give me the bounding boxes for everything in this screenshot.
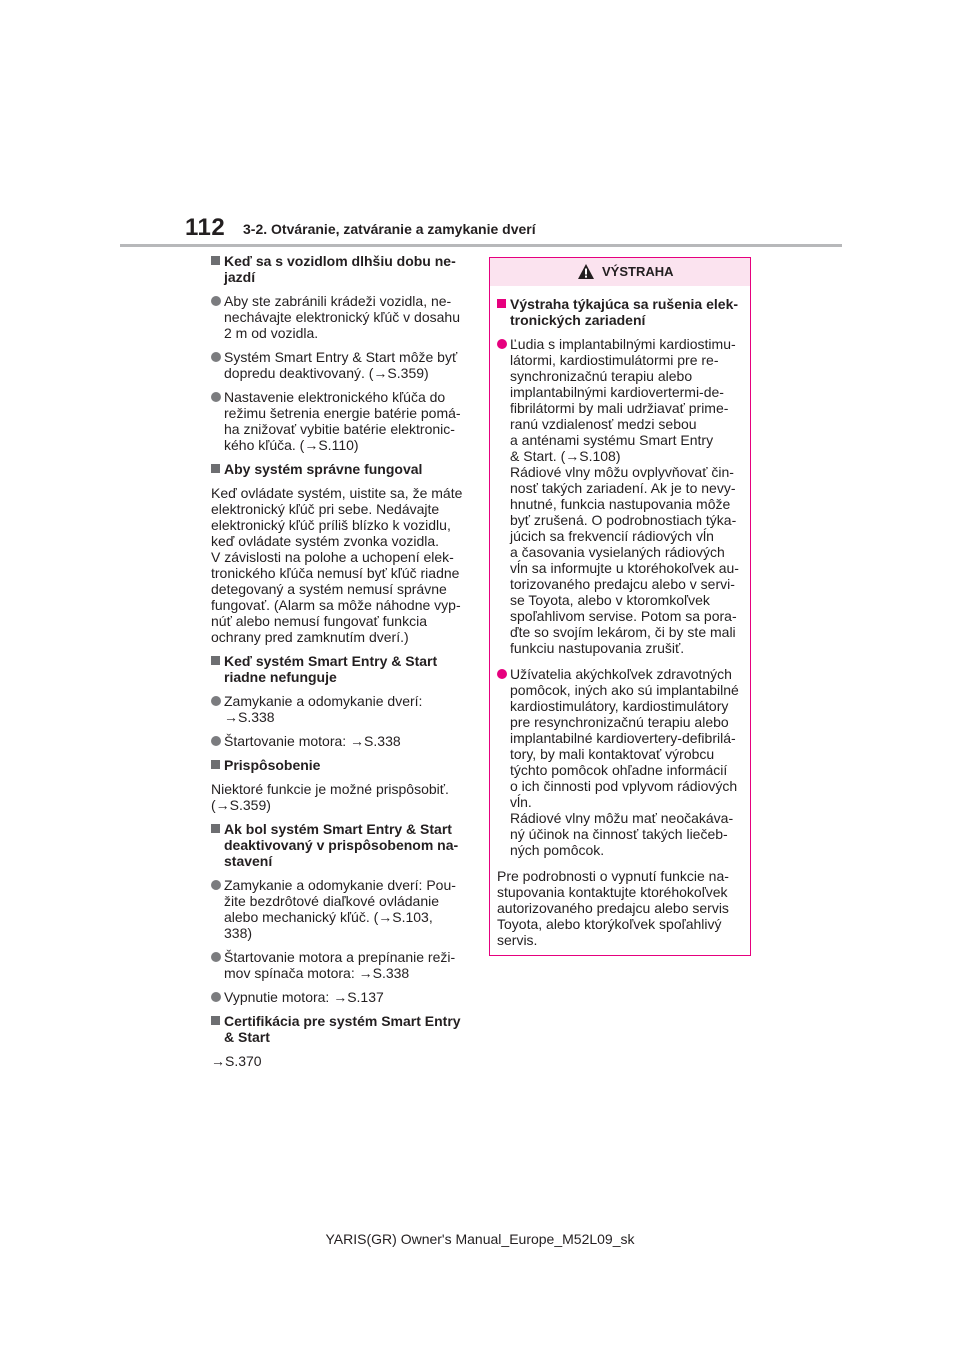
square-bullet-icon — [211, 256, 220, 265]
warning-heading-text: Výstraha týkajúca sa rušenia elek- tronických zariadení — [510, 296, 739, 328]
paragraph: →S.370 — [211, 1053, 262, 1069]
bullet-item — [211, 349, 469, 381]
warning-box — [489, 257, 751, 956]
bullet-item — [211, 989, 469, 1005]
bullet-item — [497, 336, 744, 656]
square-bullet-icon — [211, 1016, 220, 1025]
bullet-text: Užívatelia akýchkoľvek zdravotných pomôcok, iných ako sú implantabilné kardiostimulátory, kardiostimulátory pre resynchronizačnú terapiu alebo implantabilné kardiovertery-defibrilá- tory, by mali kontaktovať výrobcu týchto pomôcok ohľadne informácií o ich činnosti pod vplyvom rádiových vĺn. Rádiové vlny môžu mať neočakáva- ný účinok na činnosť takých liečeb- ných pomôcok. — [510, 666, 739, 858]
subheading-text: Certifikácia pre systém Smart Entry & Start — [224, 1013, 461, 1045]
square-bullet-icon — [211, 824, 220, 833]
circle-bullet-icon — [497, 669, 507, 679]
bullet-item — [211, 693, 469, 725]
square-bullet-icon — [211, 464, 220, 473]
square-bullet-icon — [497, 299, 506, 308]
subheading — [211, 1013, 469, 1045]
bullet-text: Zamykanie a odomykanie dverí: →S.338 — [224, 693, 423, 725]
left-column — [211, 253, 469, 1077]
bullet-text: Nastavenie elektronického kľúča do režimu šetrenia energie batérie pomá- ha znižovať vybitie batérie elektronic- kého kľúča. (→S.110) — [224, 389, 461, 453]
bullet-text: Štartovanie motora a prepínanie reži- mov spínača motora: →S.338 — [224, 949, 456, 981]
subheading — [211, 757, 469, 773]
header-divider — [120, 244, 842, 247]
bullet-text: Štartovanie motora: →S.338 — [224, 733, 401, 749]
square-bullet-icon — [211, 760, 220, 769]
circle-bullet-icon — [211, 296, 221, 306]
footer-text: YARIS(GR) Owner's Manual_Europe_M52L09_sk — [325, 1231, 635, 1247]
bullet-text: Aby ste zabránili krádeži vozidla, ne- nechávajte elektronický kľúč v dosahu 2 m od vozidla. — [224, 293, 460, 341]
subheading-text: Ak bol systém Smart Entry & Start deaktivovaný v prispôsobenom na- stavení — [224, 821, 459, 869]
bullet-text: Systém Smart Entry & Start môže byť dopredu deaktivovaný. (→S.359) — [224, 349, 458, 381]
circle-bullet-icon — [211, 880, 221, 890]
circle-bullet-icon — [211, 352, 221, 362]
circle-bullet-icon — [211, 736, 221, 746]
circle-bullet-icon — [211, 696, 221, 706]
subheading — [211, 653, 469, 685]
warning-heading — [497, 296, 744, 328]
paragraph: Pre podrobnosti o vypnutí funkcie na- stupovania kontaktujte ktoréhokoľvek autorizovaného predajcu alebo servis Toyota, alebo ktorýkoľvek spoľahlivý servis. — [497, 868, 729, 948]
circle-bullet-icon — [497, 339, 507, 349]
subheading-text: Aby systém správne fungoval — [224, 461, 423, 477]
bullet-item — [497, 666, 744, 858]
bullet-item — [211, 877, 469, 941]
page-number: 112 — [185, 214, 226, 241]
circle-bullet-icon — [211, 392, 221, 402]
warning-header — [490, 258, 750, 286]
warning-body — [490, 286, 750, 948]
bullet-item — [211, 389, 469, 453]
circle-bullet-icon — [211, 952, 221, 962]
bullet-text: Vypnutie motora: →S.137 — [224, 989, 384, 1005]
warning-triangle-icon — [577, 263, 595, 280]
subheading — [211, 461, 469, 477]
circle-bullet-icon — [211, 992, 221, 1002]
section-title: 3-2. Otváranie, zatváranie a zamykanie dverí — [243, 221, 536, 237]
paragraph: Keď ovládate systém, uistite sa, že máte elektronický kľúč pri sebe. Nedávajte elektronický kľúč príliš blízko k vozidlu, keď ovládate systém zvonka vozidla. V závislosti na polohe a uchopení elek- tronického kľúča nemusí byť kľúč riadne detegovaný a systém nemusí správne fungovať. (Alarm sa môže náhodne vyp- núť alebo nemusí fungovať funkcia ochrany pred zamknutím dverí.) — [211, 485, 463, 645]
paragraph: Niektoré funkcie je možné prispôsobiť. (→S.359) — [211, 781, 449, 813]
subheading — [211, 821, 469, 869]
square-bullet-icon — [211, 656, 220, 665]
subheading — [211, 253, 469, 285]
bullet-item — [211, 293, 469, 341]
bullet-text: Ľudia s implantabilnými kardiostimu- látormi, kardiostimulátormi pre re- synchronizačnú terapiu alebo implantabilnými kardiovertermi-de- fibrilátormi by mali udržiavať prime- ranú vzdialenosť medzi sebou a anténami systému Smart Entry & Start. (→S.108) Rádiové vlny môžu ovplyvňovať čin- nosť takých zariadení. Ak je to nevy- hnutné, funkcia nastupovania môže byť zrušená. O podrobnostiach týka- júcich sa frekvencií rádiových vĺn a časovania vysielaných rádiových vĺn sa informujte u ktoréhokoľvek au- torizovaného predajcu alebo v servi- se Toyota, alebo v ktoromkoľvek spoľahlivom servise. Potom sa pora- ďte so svojím lekárom, či by ste mali funkciu nastupovania zrušiť. — [510, 336, 739, 656]
subheading-text: Keď systém Smart Entry & Start riadne nefunguje — [224, 653, 438, 685]
bullet-item — [211, 733, 469, 749]
subheading-text: Prispôsobenie — [224, 757, 321, 773]
bullet-text: Zamykanie a odomykanie dverí: Pou- žite bezdrôtové diaľkové ovládanie alebo mechanický kľúč. (→S.103, 338) — [224, 877, 456, 941]
bullet-item — [211, 949, 469, 981]
subheading-text: Keď sa s vozidlom dlhšiu dobu ne- jazdí — [224, 253, 456, 285]
warning-title: VÝSTRAHA — [602, 264, 674, 279]
